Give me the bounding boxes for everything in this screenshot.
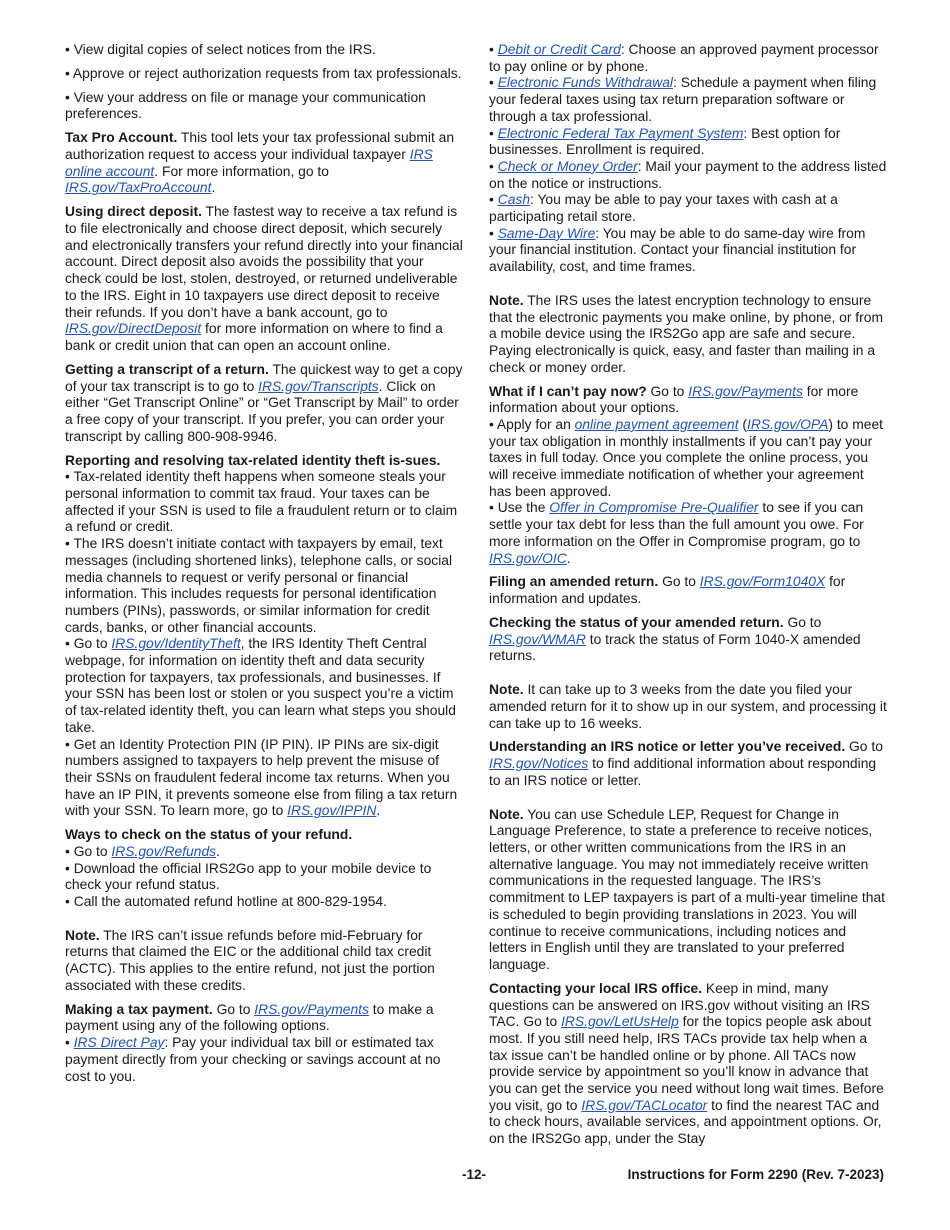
paragraph (489, 383, 887, 567)
text-run: • Get an Identity Protection PIN (IP PIN). IP PINs are six-digit numbers assigned to taxpayers to help prevent the misuse of their SSNs on fraudulent federal income tax returns. When you have an IP PIN, it prevents someone else from filing a tax return with your SSN. To learn more, go to (65, 735, 458, 819)
text-line (65, 41, 463, 58)
text-line (65, 1034, 463, 1084)
paragraph (489, 573, 887, 606)
text-run: to find the nearest TAC and to check hours, available services, and appointment options. Or, on the IRS2Go app, under the Stay (489, 1096, 882, 1147)
link-irs-direct-pay[interactable]: IRS Direct Pay (73, 1034, 165, 1051)
link-electronic-federal-tax-payment-system[interactable]: Electronic Federal Tax Payment System (497, 124, 744, 141)
paragraph (489, 41, 887, 275)
paragraph (65, 826, 463, 910)
text-run: . (216, 842, 220, 859)
bold-heading: Tax Pro Account. (65, 129, 178, 146)
text-line (489, 191, 887, 224)
paragraph (65, 927, 463, 994)
text-run: • View your address on file or manage your communication preferences. (65, 88, 426, 122)
text-line (489, 614, 887, 664)
text-line (489, 225, 887, 275)
text-line (489, 499, 887, 566)
text-run: • (65, 1034, 74, 1051)
bold-heading: Understanding an IRS notice or letter you’ve received. (489, 738, 846, 755)
paragraph (65, 129, 463, 196)
text-line (65, 89, 463, 122)
paragraph (489, 980, 887, 1147)
paragraph (489, 614, 887, 664)
text-run: • Tax-related identity theft happens when someone steals your personal information to commit tax fraud. Your taxes can be affected if your SSN is used to file a fraudulent return or to claim a refund or credit. (65, 468, 458, 535)
text-line (65, 927, 463, 994)
link-irs-gov-directdeposit[interactable]: IRS.gov/DirectDeposit (65, 320, 202, 337)
text-run: , the IRS Identity Theft Central webpage, for information on identity theft and data security protection for taxpayers, tax professionals, and businesses. If your SSN has been lost or stolen or you suspect you’re a victim of tax-related identity theft, you can learn what steps you should take. (65, 635, 456, 735)
text-run: The IRS uses the latest encryption technology to ensure that the electronic payments you make online, by phone, or from a mobile device using the IRS2Go app are safe and secure. Paying electronically is quick, easy, and faster than mailing in a check or money order. (489, 291, 883, 375)
paragraph (489, 806, 887, 973)
link-same-day-wire[interactable]: Same-Day Wire (497, 224, 596, 241)
text-run: • Go to (65, 635, 112, 652)
paragraph (65, 1001, 463, 1085)
text-line (489, 681, 887, 731)
bold-heading: Ways to check on the status of your refund. (65, 826, 353, 843)
page-footer (0, 1167, 950, 1187)
bold-heading: Note. (489, 291, 524, 308)
text-run: Go to (658, 573, 700, 590)
text-line (489, 806, 887, 973)
bold-heading: Making a tax payment. (65, 1000, 213, 1017)
text-run: : Choose an approved payment processor to pay online or by phone. (489, 41, 879, 74)
text-line (65, 361, 463, 445)
text-line (65, 860, 463, 893)
text-run: Go to (783, 614, 822, 631)
right-column (489, 41, 887, 1154)
text-line (65, 452, 463, 469)
bold-heading: Note. (489, 681, 524, 698)
text-run: . Click on either “Get Transcript Online” or “Get Transcript by Mail” to order a free copy of your transcript. If you prefer, you can order your transcript by calling 800-908-9946. (65, 377, 459, 444)
paragraph (65, 65, 463, 82)
link-irs-gov-form1040x[interactable]: IRS.gov/Form1040X (699, 573, 826, 590)
text-run: . (211, 179, 216, 196)
link-electronic-funds-withdrawal[interactable]: Electronic Funds Withdrawal (497, 74, 674, 91)
text-run: • (489, 74, 498, 91)
bold-heading: Note. (489, 805, 524, 822)
text-run: • Download the official IRS2Go app to your mobile device to check your refund status. (65, 859, 432, 893)
text-run: : Best option for businesses. Enrollment is required. (489, 124, 841, 158)
text-line (489, 980, 887, 1147)
paragraph (65, 203, 463, 353)
paragraph (489, 292, 887, 376)
text-run: ) to meet your tax obligation in monthly installments if you can’t pay your taxes in full today. Once you complete the online process, you will receive immediate notification of whether your agreement has been approved. (489, 415, 883, 499)
text-line (65, 129, 463, 196)
page-number: -12- (462, 1167, 487, 1182)
text-run: for more information about your options. (489, 382, 859, 416)
text-line (489, 158, 887, 191)
link-irs-gov-notices[interactable]: IRS.gov/Notices (489, 755, 589, 772)
text-run: for more information on where to find a bank or credit union that can open an account online. (65, 320, 443, 353)
text-run: : Schedule a payment when filing your federal taxes using tax return preparation software or through a tax professional. (489, 74, 877, 124)
link-irs-gov-refunds[interactable]: IRS.gov/Refunds (111, 842, 217, 859)
text-run: The fastest way to receive a tax refund is to file electronically and choose direct deposit, which securely and electronically transfers your refund directly into your financial account. Direct deposit also avoids the possibility that your check could be lost, stolen, destroyed, or returned undeliverable to the IRS. Eight in 10 taxpayers use direct deposit to receive their refunds. If you don’t have a bank account, go to (65, 203, 463, 320)
text-line (65, 65, 463, 82)
text-line (65, 535, 463, 635)
text-run: • The IRS doesn’t initiate contact with taxpayers by email, text messages (including shortened links), telephone calls, or social media channels to request or verify personal or financial information. This includes requests for personal identification numbers (PINs), passwords, or similar information for credit cards, banks, or other financial accounts. (65, 535, 453, 635)
text-run: • (489, 224, 498, 241)
text-line (489, 383, 887, 416)
link-cash[interactable]: Cash (497, 191, 531, 208)
bold-heading: Using direct deposit. (65, 203, 202, 220)
text-run: : Mail your payment to the address listed on the notice or instructions. (489, 157, 887, 191)
paragraph (65, 89, 463, 122)
bold-heading: Contacting your local IRS office. (489, 979, 703, 996)
paragraph (65, 361, 463, 445)
text-run: • Approve or reject authorization requests from tax professionals. (65, 64, 462, 81)
bold-heading: Note. (65, 926, 100, 943)
text-run: • Apply for an (489, 415, 575, 432)
text-run: for information and updates. (489, 573, 846, 607)
text-run: • (489, 41, 498, 57)
text-run: The quickest way to get a copy of your tax transcript is to go to (65, 360, 463, 394)
text-run: It can take up to 3 weeks from the date you filed your amended return for it to show up in our system, and processing it can take up to 16 weeks. (489, 681, 887, 731)
text-run: Go to (845, 738, 883, 755)
link-debit-or-credit-card[interactable]: Debit or Credit Card (497, 41, 621, 57)
text-run: to see if you can settle your tax debt for less than the full amount you owe. For more information on the Offer in Compromise program, go to (489, 499, 864, 549)
link-irs-gov-taclocator[interactable]: IRS.gov/TACLocator (581, 1096, 708, 1113)
link-irs-gov-wmar[interactable]: IRS.gov/WMAR (489, 630, 586, 647)
text-line (65, 635, 463, 735)
text-line (65, 203, 463, 353)
text-run: for the topics people ask about most. If you still need help, IRS TACs provide tax help when a tax issue can’t be handled online or by phone. All TACs now provide service by appointment so you’ll know in advance that you can get the service you need without long wait times. Before you visit, go to (489, 1013, 884, 1113)
link-irs-gov-letushelp[interactable]: IRS.gov/LetUsHelp (561, 1013, 679, 1030)
text-run: • Use the (489, 499, 550, 516)
paragraph (65, 41, 463, 58)
text-run: Go to (646, 382, 689, 399)
paragraph (65, 452, 463, 819)
text-line (65, 893, 463, 910)
text-run: : You may be able to do same-day wire from your financial institution. Contact your financial institution for availability, cost, and time frames. (489, 224, 866, 275)
text-run: • Go to (65, 842, 112, 859)
text-run: • View digital copies of select notices from the IRS. (65, 41, 376, 57)
text-line (489, 738, 887, 788)
text-line (489, 292, 887, 376)
text-run: • (489, 191, 498, 208)
text-run: to make a payment using any of the following options. (65, 1000, 434, 1034)
bold-heading: Reporting and resolving tax-related identity theft is-sues. (65, 451, 441, 468)
text-run: ( (738, 415, 748, 432)
text-line (489, 416, 887, 500)
text-line (489, 41, 887, 74)
text-line (489, 125, 887, 158)
link-check-or-money-order[interactable]: Check or Money Order (497, 157, 638, 174)
bold-heading: Getting a transcript of a return. (65, 360, 269, 377)
text-run: : You may be able to pay your taxes with cash at a participating retail store. (489, 191, 838, 225)
link-irs-gov-opa[interactable]: IRS.gov/OPA (747, 415, 829, 432)
left-column (65, 41, 463, 1091)
link-irs-online-account[interactable]: IRS online account (65, 146, 433, 179)
text-line (65, 736, 463, 820)
text-run: The IRS can’t issue refunds before mid-February for returns that claimed the EIC or the additional child tax credit (ACTC). This applies to the entire refund, not just the portion associated with these credits. (65, 926, 435, 993)
link-irs-gov-taxproaccount[interactable]: IRS.gov/TaxProAccount (65, 179, 212, 196)
bold-heading: What if I can’t pay now? (489, 382, 647, 399)
link-irs-gov-ippin[interactable]: IRS.gov/IPPIN (287, 802, 377, 819)
text-line (489, 74, 887, 124)
bold-heading: Checking the status of your amended return. (489, 614, 784, 631)
text-run: : Pay your individual tax bill or estimated tax payment directly from your checking or savings account at no cost to you. (65, 1034, 441, 1084)
text-line (65, 468, 463, 535)
link-offer-in-compromise-pre-qualifier[interactable]: Offer in Compromise Pre-Qualifier (549, 499, 759, 516)
text-run: This tool lets your tax professional submit an authorization request to access your individual taxpayer (65, 129, 455, 163)
text-run: to find additional information about responding to an IRS notice or letter. (489, 755, 877, 788)
text-run: • (489, 124, 498, 141)
paragraph (489, 738, 887, 788)
link-irs-gov-payments[interactable]: IRS.gov/Payments (688, 382, 803, 399)
text-run: • Call the automated refund hotline at 800-829-1954. (65, 893, 387, 910)
text-run: Keep in mind, many questions can be answered on IRS.gov without visiting an IRS TAC. Go to (489, 979, 870, 1030)
link-online-payment-agreement[interactable]: online payment agreement (574, 415, 739, 432)
text-run: . (376, 802, 381, 819)
text-line (65, 1001, 463, 1034)
text-run: . For more information, go to (154, 162, 329, 179)
text-run: Go to (212, 1000, 255, 1017)
text-line (65, 843, 463, 860)
text-run: to track the status of Form 1040-X amended returns. (489, 630, 861, 664)
link-irs-gov-transcripts[interactable]: IRS.gov/Transcripts (258, 377, 379, 394)
text-run: You can use Schedule LEP, Request for Change in Language Preference, to state a preference to receive notices, letters, or other written communications from the IRS in an alternative language. You may not immediately receive written communications in the requested language. The IRS’s commitment to LEP taxpayers is part of a multi-year timeline that is scheduled to begin providing translations in 2023. You will continue to receive communications, including notices and letters in English until they are translated to your preferred language. (489, 805, 885, 972)
paragraph (489, 681, 887, 731)
link-irs-gov-oic[interactable]: IRS.gov/OIC (489, 549, 567, 566)
link-irs-gov-payments[interactable]: IRS.gov/Payments (254, 1000, 369, 1017)
form-title: Instructions for Form 2290 (Rev. 7-2023) (627, 1167, 884, 1182)
text-line (489, 573, 887, 606)
text-line (65, 826, 463, 843)
text-run: • (489, 157, 498, 174)
link-irs-gov-identitytheft[interactable]: IRS.gov/IdentityTheft (111, 635, 241, 652)
text-run: . (566, 549, 571, 566)
bold-heading: Filing an amended return. (489, 573, 659, 590)
